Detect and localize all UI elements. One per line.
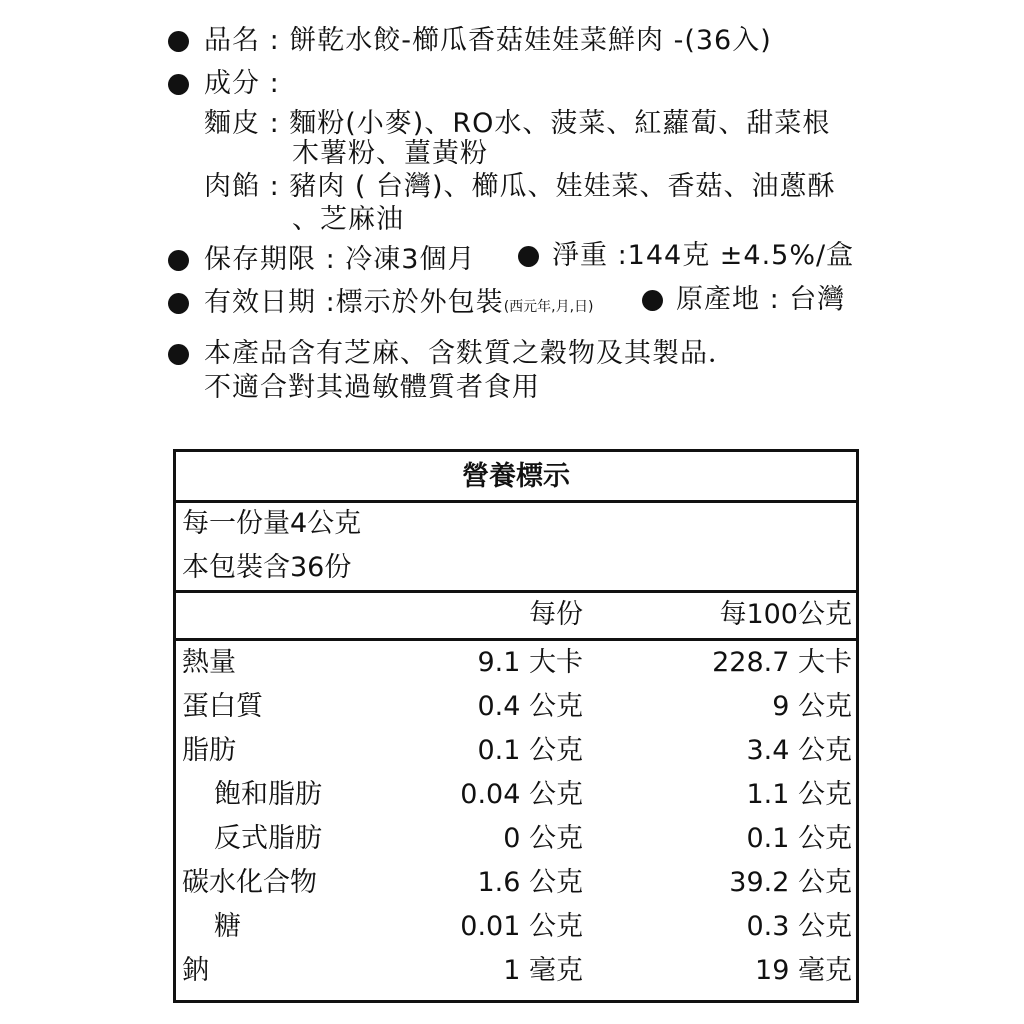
nutrition-facts-table xyxy=(173,449,859,1003)
nutrient-per-100g: 3.4 公克 xyxy=(746,735,852,766)
col-header-per-100g: 每100公克 xyxy=(719,599,852,630)
nutrient-per-100g: 0.1 公克 xyxy=(746,823,852,854)
filling-ingredients-cont: 、芝麻油 xyxy=(292,204,404,235)
wrapper-ingredients: 麵皮 : 麵粉(小麥)、RO水、菠菜、紅蘿蔔、甜菜根 xyxy=(204,108,831,139)
bullet-icon xyxy=(518,246,539,267)
serving-size: 每一份量4公克 xyxy=(182,508,362,539)
col-header-per-serving: 每份 xyxy=(529,599,583,630)
bullet-icon xyxy=(642,290,663,311)
bullet-icon xyxy=(168,250,189,271)
bullet-icon xyxy=(168,74,189,95)
product-name: 品名 : 餅乾水餃-櫛瓜香菇娃娃菜鮮肉 -(36入) xyxy=(204,25,772,56)
shelf-life: 保存期限 : 冷凍3個月 xyxy=(204,244,476,275)
nutrient-per-serving: 0.4 公克 xyxy=(477,691,583,722)
nutrient-per-serving: 0.04 公克 xyxy=(460,779,583,810)
nutrient-per-100g: 228.7 大卡 xyxy=(712,647,852,678)
nutrient-name: 蛋白質 xyxy=(182,691,263,722)
nutrient-per-serving: 0 公克 xyxy=(503,823,583,854)
allergen-warning: 本產品含有芝麻、含麩質之穀物及其製品． xyxy=(204,338,736,369)
nutrient-name: 反式脂肪 xyxy=(214,823,322,854)
nutrient-name: 碳水化合物 xyxy=(182,867,317,898)
nutrition-title: 營養標示 xyxy=(462,461,570,492)
nutrient-per-100g: 19 毫克 xyxy=(755,955,852,986)
nutrient-per-serving: 0.01 公克 xyxy=(460,911,583,942)
origin: 原產地 : 台灣 xyxy=(676,284,846,315)
nutrient-per-serving: 1 毫克 xyxy=(503,955,583,986)
nutrient-per-serving: 9.1 大卡 xyxy=(477,647,583,678)
bullet-icon xyxy=(168,293,189,314)
nutrient-name: 飽和脂肪 xyxy=(214,779,322,810)
wrapper-ingredients-cont: 木薯粉、薑黃粉 xyxy=(292,138,488,169)
net-weight: 淨重 :144克 ±4.5%/盒 xyxy=(552,240,855,271)
nutrient-name: 鈉 xyxy=(182,955,209,986)
divider xyxy=(176,590,856,593)
expiry-date xyxy=(204,286,594,324)
divider xyxy=(176,638,856,641)
servings-per-package: 本包裝含36份 xyxy=(182,552,352,583)
expiry-format-note: (西元年,月,日) xyxy=(503,299,594,315)
allergen-warning-cont: 不適合對其過敏體質者食用 xyxy=(204,372,540,403)
nutrient-per-100g: 39.2 公克 xyxy=(729,867,852,898)
nutrient-per-100g: 0.3 公克 xyxy=(746,911,852,942)
nutrient-per-100g: 9 公克 xyxy=(772,691,852,722)
nutrient-per-serving: 1.6 公克 xyxy=(477,867,583,898)
nutrient-name: 糖 xyxy=(214,911,241,942)
bullet-icon xyxy=(168,344,189,365)
filling-ingredients: 肉餡 : 豬肉 ( 台灣)、櫛瓜、娃娃菜、香菇、油蔥酥 xyxy=(204,171,836,202)
nutrient-name: 熱量 xyxy=(182,647,236,678)
expiry-text: 有效日期 :標示於外包裝 xyxy=(204,287,504,318)
bullet-icon xyxy=(168,31,189,52)
divider xyxy=(176,500,856,503)
ingredients-label: 成分 : xyxy=(204,68,280,99)
nutrient-per-100g: 1.1 公克 xyxy=(746,779,852,810)
nutrient-per-serving: 0.1 公克 xyxy=(477,735,583,766)
nutrient-name: 脂肪 xyxy=(182,735,236,766)
